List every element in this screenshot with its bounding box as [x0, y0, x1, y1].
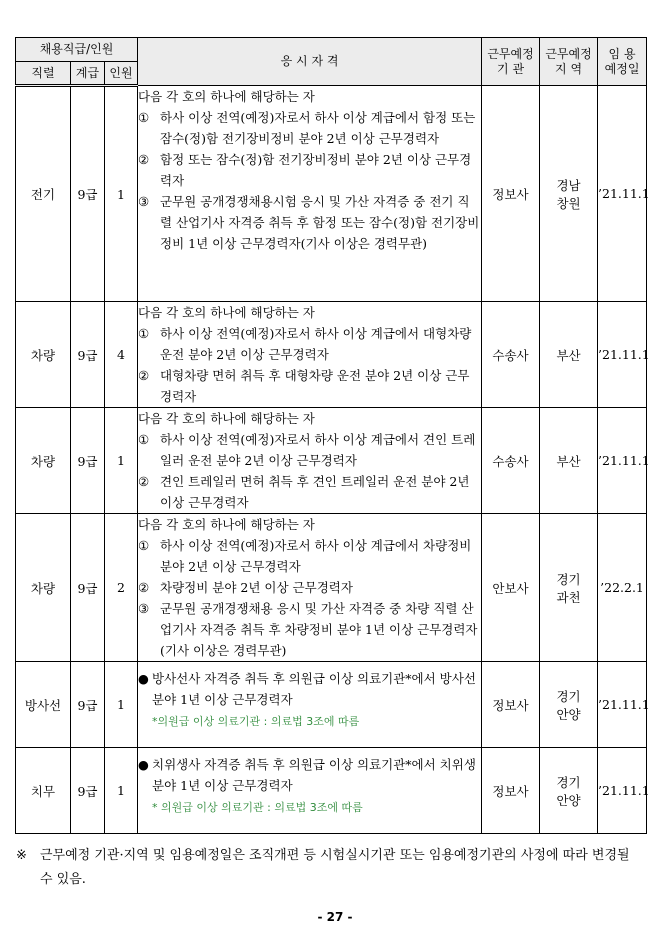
region-cell: 경기 안양 [540, 662, 598, 748]
header-appointment-date: 임 용 예정일 [598, 38, 647, 86]
qualification-item: ● 방사선사 자격증 취득 후 의원급 이상 의료기관*에서 방사선 분야 1년 이상 근무경력자 [138, 668, 481, 710]
qualification-cell [138, 662, 482, 748]
qualification-cell [138, 86, 482, 302]
date-cell: ’21.11.1 [598, 302, 647, 408]
qualification-item: ● 치위생사 자격증 취득 후 의원급 이상 의료기관*에서 치위생 분야 1년 이상 근무경력자 [138, 754, 481, 796]
qualification-item: ③ 군무원 공개경쟁채용시험 응시 및 가산 자격증 중 전기 직렬 산업기사 자격증 취득 후 함정 또는 잠수(정)함 전기장비정비 1년 이상 근무경력자(기사 이상은 경력무관) [138, 194, 480, 251]
job-cell: 차량 [16, 514, 71, 662]
qualification-cell [138, 302, 482, 408]
qualification-intro: 다음 각 호의 하나에 해당하는 자 [138, 517, 315, 532]
date-cell: ’21.11.1 [598, 86, 647, 302]
region-cell: 부산 [540, 302, 598, 408]
agency-cell: 수송사 [482, 408, 540, 514]
header-agency: 근무예정 기 관 [482, 38, 540, 86]
date-cell: ’21.11.1 [598, 408, 647, 514]
header-grade: 계급 [71, 62, 105, 86]
job-cell: 차량 [16, 408, 71, 514]
region-cell: 부산 [540, 408, 598, 514]
header-count: 인원 [105, 62, 138, 86]
page-footnote [16, 844, 646, 892]
qualification-item: ② 대형차량 면허 취득 후 대형차량 운전 분야 2년 이상 근무경력자 [138, 368, 470, 404]
table-row [16, 408, 647, 514]
qualification-intro: 다음 각 호의 하나에 해당하는 자 [138, 305, 315, 320]
header-position-group: 채용직급/인원 [16, 38, 138, 62]
footnote-note: * 의원급 이상 의료기관 : 의료법 3조에 따름 [152, 801, 363, 814]
table-row [16, 86, 647, 302]
qualification-item: ① 하사 이상 전역(예정)자로서 하사 이상 계급에서 차량정비 분야 2년 이상 근무경력자 [138, 538, 472, 574]
qualification-cell [138, 748, 482, 834]
region-cell: 경기 과천 [540, 514, 598, 662]
grade-cell: 9급 [71, 748, 105, 834]
bullet-icon: ● [138, 671, 149, 686]
bullet-icon: ● [138, 757, 149, 772]
count-cell: 1 [105, 408, 138, 514]
qualification-item: ② 차량정비 분야 2년 이상 근무경력자 [138, 580, 353, 595]
count-cell: 1 [105, 86, 138, 302]
qualification-item: ① 하사 이상 전역(예정)자로서 하사 이상 계급에서 대형차량 운전 분야 2년 이상 근무경력자 [138, 326, 472, 362]
count-cell: 1 [105, 662, 138, 748]
qualification-cell [138, 408, 482, 514]
agency-cell: 정보사 [482, 662, 540, 748]
job-cell: 치무 [16, 748, 71, 834]
header-job: 직렬 [16, 62, 71, 86]
table-row [16, 514, 647, 662]
date-cell: ’22.2.1 [598, 514, 647, 662]
qualification-item: ① 하사 이상 전역(예정)자로서 하사 이상 계급에서 함정 또는 잠수(정)함 전기장비정비 분야 2년 이상 근무경력자 [138, 110, 476, 146]
job-cell: 전기 [16, 86, 71, 302]
qualification-item: ② 함정 또는 잠수(정)함 전기장비정비 분야 2년 이상 근무경력자 [138, 152, 472, 188]
header-qualification: 응 시 자 격 [138, 38, 482, 86]
table-row [16, 748, 647, 834]
qualification-item: ① 하사 이상 전역(예정)자로서 하사 이상 계급에서 견인 트레일러 운전 분야 2년 이상 근무경력자 [138, 432, 476, 468]
qualification-intro: 다음 각 호의 하나에 해당하는 자 [138, 411, 315, 426]
grade-cell: 9급 [71, 662, 105, 748]
qualification-item: ② 견인 트레일러 면허 취득 후 견인 트레일러 운전 분야 2년 이상 근무경력자 [138, 474, 470, 510]
agency-cell: 수송사 [482, 302, 540, 408]
agency-cell: 정보사 [482, 86, 540, 302]
footnote-text: 근무예정 기관·지역 및 임용예정일은 조직개편 등 시험실시기관 또는 임용예정기관의 사정에 따라 변경될 수 있음. [40, 848, 630, 887]
grade-cell: 9급 [71, 514, 105, 662]
qualification-cell [138, 514, 482, 662]
reference-mark-icon: ※ [16, 848, 27, 863]
qualification-item: ③ 군무원 공개경쟁채용 응시 및 가산 자격증 중 차량 직렬 산업기사 자격증 취득 후 차량정비 분야 1년 이상 근무경력자(기사 이상은 경력무관) [138, 601, 478, 658]
table-row [16, 662, 647, 748]
grade-cell: 9급 [71, 302, 105, 408]
grade-cell: 9급 [71, 86, 105, 302]
footnote-note: *의원급 이상 의료기관 : 의료법 3조에 따름 [152, 715, 360, 728]
grade-cell: 9급 [71, 408, 105, 514]
header-region: 근무예정 지 역 [540, 38, 598, 86]
page-number: - 27 - [317, 910, 353, 924]
date-cell: ’21.11.1 [598, 748, 647, 834]
job-cell: 차량 [16, 302, 71, 408]
recruitment-table [15, 37, 650, 834]
job-cell: 방사선 [16, 662, 71, 748]
region-cell: 경남 창원 [540, 86, 598, 302]
count-cell: 4 [105, 302, 138, 408]
agency-cell: 안보사 [482, 514, 540, 662]
date-cell: ’21.11.1 [598, 662, 647, 748]
table-row [16, 302, 647, 408]
agency-cell: 정보사 [482, 748, 540, 834]
count-cell: 2 [105, 514, 138, 662]
count-cell: 1 [105, 748, 138, 834]
qualification-intro: 다음 각 호의 하나에 해당하는 자 [138, 89, 315, 104]
region-cell: 경기 안양 [540, 748, 598, 834]
